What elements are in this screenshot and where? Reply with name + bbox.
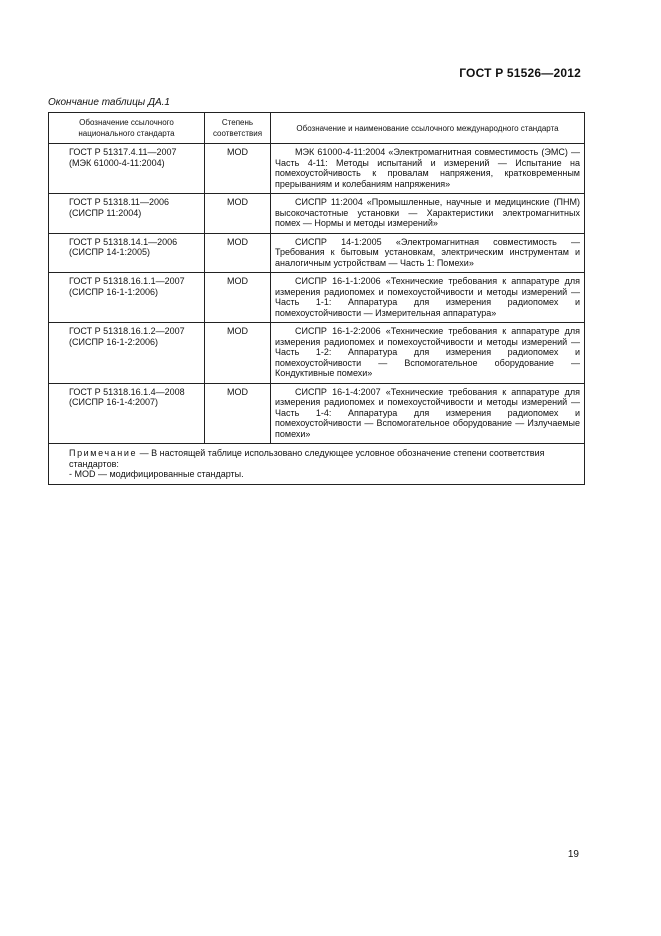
international-standard-cell: СИСПР 16-1-4:2007 «Технические требования к аппаратуре для измерения радиопомех и помехоустойчивости и методы измерений — Часть 1-4: Аппаратура для измерения радиопомех и помехоустойчивости — Вспомогательное оборудование — Излучаемые помехи»	[271, 383, 585, 444]
national-standard-cell	[49, 273, 205, 323]
table-note	[49, 444, 585, 485]
national-standard-ref: (СИСПР 14-1:2005)	[69, 247, 150, 257]
degree-cell: MOD	[205, 233, 271, 273]
table-note-row	[49, 444, 585, 485]
international-standard-cell: СИСПР 11:2004 «Промышленные, научные и медицинские (ПНМ) высокочастотные установки — Характеристики электромагнитных помех — Нормы и методы измерений»	[271, 194, 585, 234]
national-standard-code: ГОСТ Р 51318.16.1.4—2008	[69, 386, 185, 397]
national-standard-code: ГОСТ Р 51318.14.1—2006	[69, 236, 178, 247]
note-label: Примечание	[69, 448, 138, 458]
header-national-standard: Обозначение ссылочного национального стандарта	[49, 113, 205, 144]
table-caption: Окончание таблицы ДА.1	[48, 97, 170, 108]
national-standard-cell	[49, 144, 205, 194]
standards-table	[48, 112, 585, 485]
national-standard-ref: (МЭК 61000-4-11:2004)	[69, 157, 165, 168]
degree-cell: MOD	[205, 323, 271, 384]
national-standard-ref: (СИСПР 11:2004)	[69, 207, 142, 218]
table-row	[49, 233, 585, 273]
international-standard-cell: МЭК 61000-4-11:2004 «Электромагнитная совместимость (ЭМС) — Часть 4-11: Методы испытаний и измерений — Испытание на помехоустойчивость к провалам напряжения, кратковременным прерываниям и колебаниям напряжения»	[271, 144, 585, 194]
table-row	[49, 323, 585, 384]
national-standard-ref: (СИСПР 16-1-1:2006)	[69, 286, 158, 297]
national-standard-code: ГОСТ Р 51318.11—2006	[69, 197, 169, 207]
degree-cell: MOD	[205, 144, 271, 194]
table-row	[49, 383, 585, 444]
note-text: — В настоящей таблице использовано следующее условное обозначение степени соответствия стандартов:	[69, 448, 545, 469]
document-header: ГОСТ Р 51526—2012	[459, 66, 581, 80]
national-standard-cell	[49, 323, 205, 384]
table-row	[49, 273, 585, 323]
national-standard-cell	[49, 194, 205, 234]
table-row	[49, 194, 585, 234]
national-standard-ref: (СИСПР 16-1-4:2007)	[69, 397, 158, 407]
degree-cell: MOD	[205, 383, 271, 444]
national-standard-code: ГОСТ Р 51318.16.1.1—2007	[69, 276, 185, 286]
international-standard-cell: СИСПР 16-1-1:2006 «Технические требования к аппаратуре для измерения радиопомех и помехоустойчивости и методы измерений — Часть 1-1: Аппаратура для измерения радиопомех и помехоустойчивости — Измерительная аппаратура»	[271, 273, 585, 323]
table-header-row	[49, 113, 585, 144]
header-international-standard: Обозначение и наименование ссылочного международного стандарта	[271, 113, 585, 144]
degree-cell: MOD	[205, 273, 271, 323]
national-standard-cell	[49, 233, 205, 273]
international-standard-cell: СИСПР 16-1-2:2006 «Технические требования к аппаратуре для измерения радиопомех и помехоустойчивости и методы измерений — Часть 1-2: Аппаратура для измерения радиопомех и помехоустойчивости — Вспомогательное оборудование — Кондуктивные помехи»	[271, 323, 585, 384]
note-paragraph	[69, 448, 576, 469]
national-standard-cell	[49, 383, 205, 444]
national-standard-ref: (СИСПР 16-1-2:2006)	[69, 336, 158, 347]
note-item: - MOD — модифицированные стандарты.	[69, 469, 244, 479]
degree-cell: MOD	[205, 194, 271, 234]
national-standard-code: ГОСТ Р 51317.4.11—2007	[69, 147, 177, 157]
header-degree: Степень соответствия	[205, 113, 271, 144]
international-standard-cell: СИСПР 14-1:2005 «Электромагнитная совместимость — Требования к бытовым установкам, электрическим инструментам и аналогичным устройствам — Часть 1: Помехи»	[271, 233, 585, 273]
page-number: 19	[567, 849, 579, 860]
national-standard-code: ГОСТ Р 51318.16.1.2—2007	[69, 326, 185, 336]
table-row	[49, 144, 585, 194]
